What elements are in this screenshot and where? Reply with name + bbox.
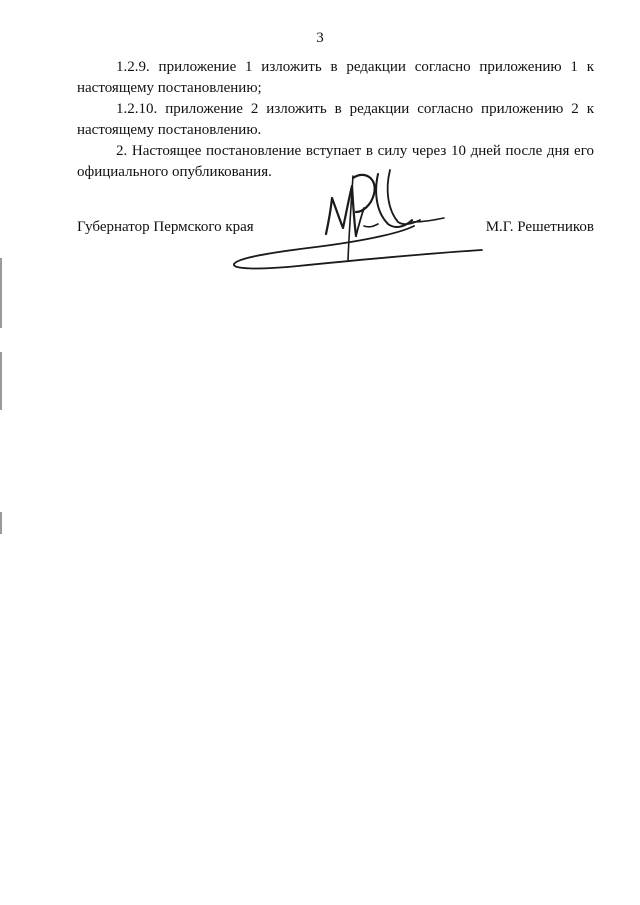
handwritten-signature [228,168,484,272]
paragraph-1-2-10: 1.2.10. приложение 2 изложить в редакции согласно приложению 2 к настоящему постановлению. [77,101,594,138]
signatory-position: Губернатор Пермского края [77,219,254,235]
signatory-name: М.Г. Решетников [485,219,594,235]
paragraph-2: 2. Настоящее постановление вступает в силу через 10 дней после дня его официального опубликования. [77,143,594,180]
scan-edge-mark [0,512,2,534]
scan-edge-mark [0,352,2,410]
scan-edge-mark [0,258,2,328]
document-body [77,57,594,183]
paragraph-1-2-9: 1.2.9. приложение 1 изложить в редакции согласно приложению 1 к настоящему постановлению; [77,59,594,96]
page-number: 3 [316,30,324,46]
